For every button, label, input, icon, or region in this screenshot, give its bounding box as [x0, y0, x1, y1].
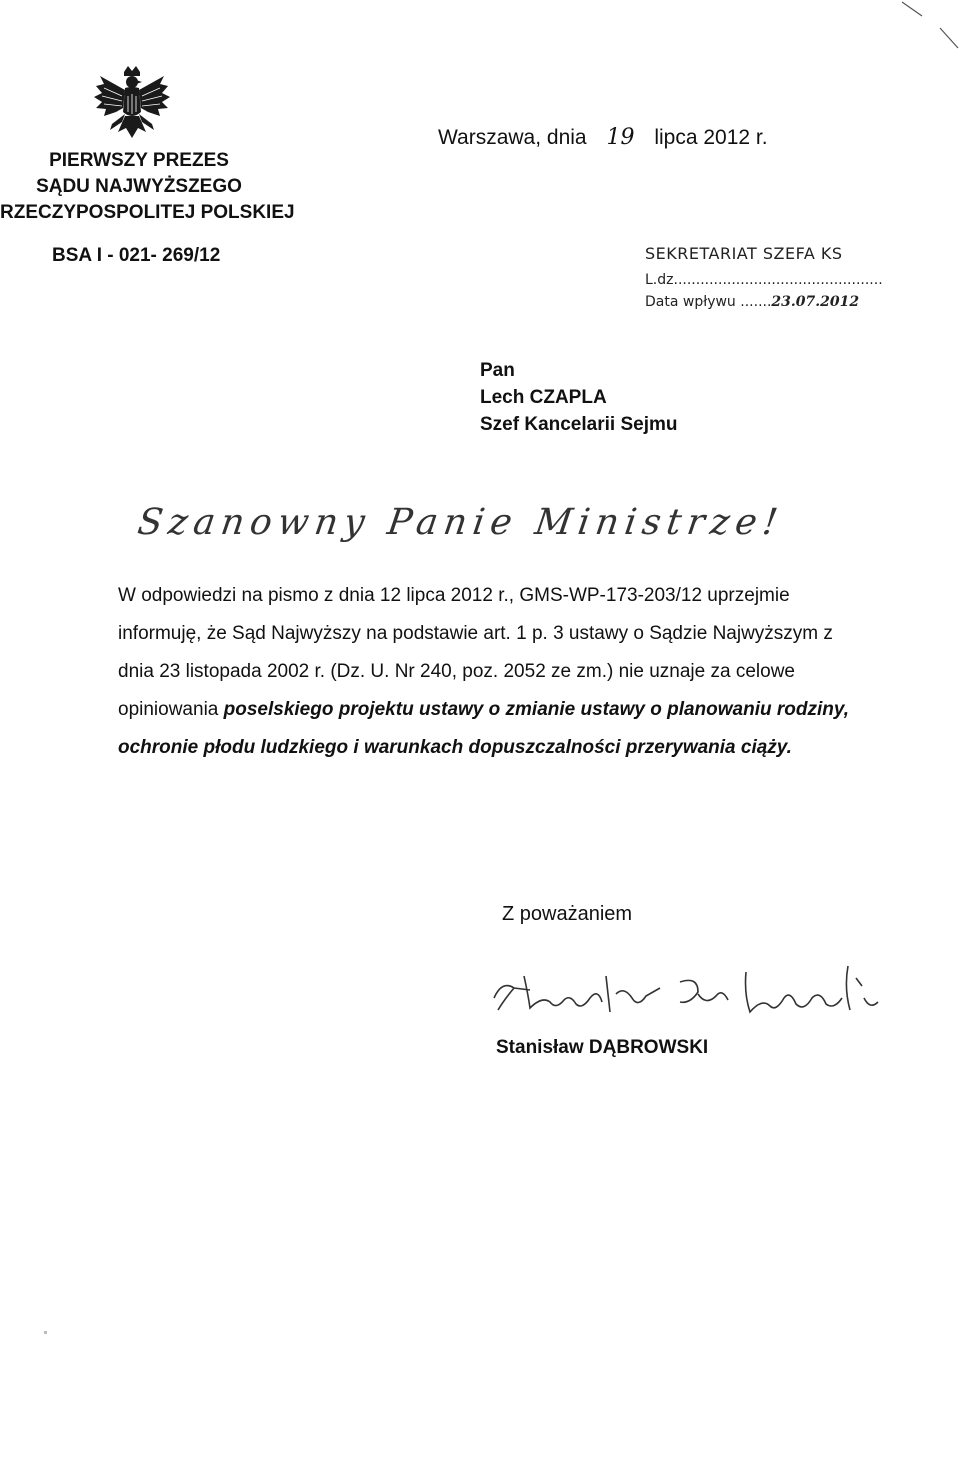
issuing-office — [0, 148, 295, 226]
scan-artifact — [44, 1331, 47, 1334]
handwritten-signature — [484, 958, 904, 1028]
addressee-position: Szef Kancelarii Sejmu — [480, 414, 678, 435]
stamp-ldz-label: L.dz. — [645, 272, 678, 288]
addressee-name: Lech CZAPLA — [480, 387, 607, 408]
addressee-title: Pan — [480, 360, 515, 381]
date-prefix: Warszawa, dnia — [438, 126, 587, 149]
office-line: PIERWSZY PREZES — [49, 150, 229, 171]
stamp-received-dots: ....... — [735, 294, 772, 310]
body-bill-title: poselskiego projektu ustawy o zmianie ustawy o planowaniu rodziny, ochronie płodu ludzkiego i warunkach dopuszczalności przerywania ciąży. — [118, 699, 849, 758]
stamp-ldz — [645, 272, 885, 288]
stamp-title: SEKRETARIAT SZEFA KS — [645, 244, 843, 263]
handwritten-salutation: Szanowny Panie Ministrze! — [135, 502, 787, 543]
closing-phrase: Z poważaniem — [502, 903, 633, 925]
office-line: RZECZYPOSPOLITEJ POLSKIEJ — [0, 202, 295, 223]
stamp-ldz-dots: .............................................. — [677, 272, 883, 288]
date-day-handwritten: 19 — [606, 125, 635, 150]
office-line: SĄDU NAJWYŻSZEGO — [36, 176, 242, 197]
stamp-received — [645, 294, 885, 310]
stamp-received-value: 23.07.2012 — [771, 294, 860, 310]
body-text: W odpowiedzi na pismo z dnia 12 lipca 2012 r., GMS-WP-173-203/12 uprzejmie informuję, że Sąd Najwyższy na podstawie art. 1 p. 3 ustawy o Sądzie Najwyższym z dnia 23 listopada 2002 r. (Dz. U. Nr 240, poz. 2052 ze zm.) nie uznaje za celowe opiniowania — [118, 585, 833, 720]
polish-eagle-icon — [92, 66, 172, 148]
letter-body — [38, 577, 850, 767]
signer-name: Stanisław DĄBROWSKI — [496, 1037, 709, 1058]
received-stamp — [645, 244, 885, 332]
date-line — [438, 125, 768, 150]
date-suffix: lipca 2012 r. — [654, 126, 768, 149]
addressee-block — [480, 357, 677, 438]
scan-corner-mark — [900, 0, 960, 60]
stamp-received-label: Data wpływu — [645, 294, 736, 310]
case-reference: BSA I - 021- 269/12 — [52, 245, 221, 266]
